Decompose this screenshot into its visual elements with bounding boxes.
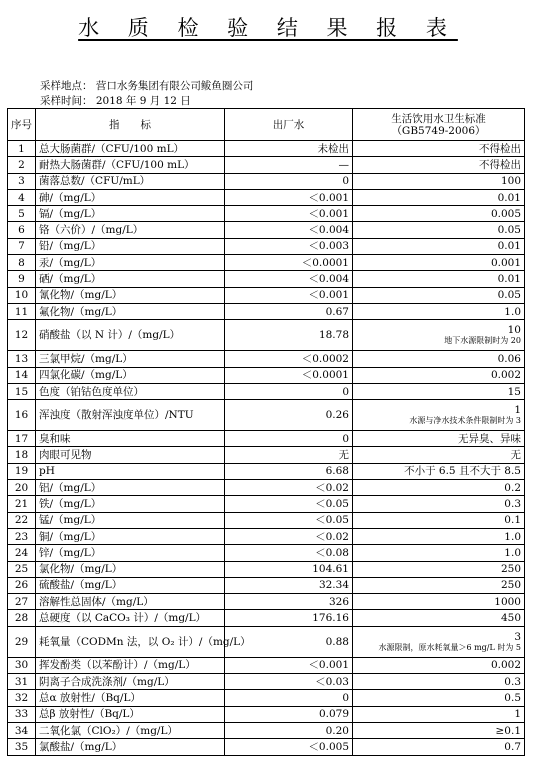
row-outlet-value: ＜0.001 <box>225 206 353 222</box>
row-standard-value <box>353 690 525 706</box>
row-outlet-value: ＜0.001 <box>225 189 353 205</box>
row-indicator: 溶解性总固体/（mg/L） <box>36 594 225 610</box>
row-standard-value <box>353 367 525 383</box>
standard-limit: 0.05 <box>497 289 521 302</box>
table-row <box>8 690 525 706</box>
row-outlet-value: 0.26 <box>225 400 353 431</box>
header-standard-line1: 生活饮用水卫生标准 <box>391 112 486 125</box>
row-seq: 32 <box>8 690 36 706</box>
standard-limit: 1000 <box>494 595 521 608</box>
table-row <box>8 383 525 399</box>
row-seq: 22 <box>8 512 36 528</box>
row-indicator: 铜/（mg/L） <box>36 528 225 544</box>
table-row <box>8 271 525 287</box>
table-row <box>8 303 525 319</box>
row-outlet-value: ＜0.004 <box>225 222 353 238</box>
header-outlet: 出厂水 <box>225 109 353 141</box>
table-row <box>8 255 525 271</box>
row-indicator: 硒/（mg/L） <box>36 271 225 287</box>
standard-limit: 0.01 <box>497 240 521 253</box>
row-standard-value <box>353 238 525 254</box>
row-standard-value <box>353 626 525 657</box>
row-indicator: 硫酸盐/（mg/L） <box>36 577 225 593</box>
row-seq: 5 <box>8 206 36 222</box>
table-row <box>8 496 525 512</box>
standard-limit: 1 <box>514 708 521 721</box>
row-seq: 13 <box>8 351 36 367</box>
row-indicator: 肉眼可见物 <box>36 447 225 463</box>
row-outlet-value: 0 <box>225 173 353 189</box>
standard-limit: 1.0 <box>504 305 521 318</box>
row-outlet-value: ＜0.05 <box>225 512 353 528</box>
sampling-time: 采样时间： 2018 年 9 月 12 日 <box>40 95 191 107</box>
row-indicator: 色度（铂钴色度单位） <box>36 383 225 399</box>
row-standard-value <box>353 383 525 399</box>
row-outlet-value: 0 <box>225 383 353 399</box>
row-indicator: 挥发酚类（以苯酚计）/（mg/L） <box>36 657 225 673</box>
row-seq: 17 <box>8 431 36 447</box>
row-seq: 26 <box>8 577 36 593</box>
table-row <box>8 400 525 431</box>
row-standard-value <box>353 657 525 673</box>
header-seq: 序号 <box>8 109 36 141</box>
row-outlet-value: 0 <box>225 690 353 706</box>
table-row <box>8 657 525 673</box>
row-standard-value <box>353 222 525 238</box>
row-seq: 24 <box>8 545 36 561</box>
row-indicator: pH <box>36 463 225 479</box>
table-row <box>8 577 525 593</box>
row-standard-value <box>353 189 525 205</box>
row-standard-value <box>353 739 525 755</box>
standard-limit: 0.001 <box>490 256 521 269</box>
standard-limit: 0.7 <box>504 740 521 753</box>
standard-limit: ≥0.1 <box>495 724 521 737</box>
row-indicator: 硝酸盐（以 N 计）/（mg/L） <box>36 320 225 351</box>
table-row <box>8 594 525 610</box>
row-standard-value <box>353 463 525 479</box>
row-standard-value <box>353 594 525 610</box>
table-row <box>8 222 525 238</box>
row-seq: 31 <box>8 674 36 690</box>
row-seq: 21 <box>8 496 36 512</box>
standard-limit: 100 <box>500 175 521 188</box>
row-standard-value <box>353 480 525 496</box>
row-standard-value <box>353 722 525 738</box>
row-standard-value <box>353 351 525 367</box>
table-row <box>8 722 525 738</box>
standard-limit: 15 <box>507 385 521 398</box>
standard-limit: 0.005 <box>490 207 521 220</box>
standard-limit: 0.01 <box>497 273 521 286</box>
row-seq: 10 <box>8 287 36 303</box>
row-outlet-value: ＜0.001 <box>225 657 353 673</box>
row-outlet-value: 32.34 <box>225 577 353 593</box>
row-indicator: 氯化物/（mg/L） <box>36 561 225 577</box>
row-seq: 23 <box>8 528 36 544</box>
table-row <box>8 739 525 755</box>
row-standard-value <box>353 447 525 463</box>
standard-note: 水源限制，原水耗氧量＞6 mg/L 时为 5 <box>378 642 521 652</box>
results-table <box>7 108 525 756</box>
row-standard-value <box>353 512 525 528</box>
report-title: 水 质 检 验 结 果 报 表 <box>78 16 458 40</box>
standard-limit: 450 <box>500 612 521 625</box>
header-standard <box>353 109 525 141</box>
table-row <box>8 674 525 690</box>
row-outlet-value: 0.67 <box>225 303 353 319</box>
row-seq: 33 <box>8 706 36 722</box>
row-seq: 35 <box>8 739 36 755</box>
row-indicator: 砷/（mg/L） <box>36 189 225 205</box>
table-row <box>8 173 525 189</box>
row-indicator: 菌落总数/（CFU/mL） <box>36 173 225 189</box>
standard-note: 水源与净水技术条件限制时为 3 <box>409 416 521 426</box>
row-outlet-value: ＜0.02 <box>225 528 353 544</box>
row-seq: 4 <box>8 189 36 205</box>
table-row <box>8 238 525 254</box>
row-seq: 18 <box>8 447 36 463</box>
row-outlet-value: ＜0.08 <box>225 545 353 561</box>
table-row <box>8 463 525 479</box>
row-indicator: 二氧化氯（ClO₂）/（mg/L） <box>36 722 225 738</box>
table-row <box>8 351 525 367</box>
row-outlet-value: 0 <box>225 431 353 447</box>
row-seq: 14 <box>8 367 36 383</box>
standard-limit: 不小于 6.5 且不大于 8.5 <box>404 465 521 478</box>
row-outlet-value: 326 <box>225 594 353 610</box>
row-standard-value <box>353 561 525 577</box>
table-row <box>8 706 525 722</box>
row-seq: 19 <box>8 463 36 479</box>
table-header-row <box>8 109 525 141</box>
row-seq: 8 <box>8 255 36 271</box>
row-indicator: 总大肠菌群/（CFU/100 mL） <box>36 141 225 157</box>
standard-limit: 0.002 <box>490 369 521 382</box>
table-row <box>8 545 525 561</box>
table-row <box>8 626 525 657</box>
row-seq: 2 <box>8 157 36 173</box>
row-indicator: 阴离子合成洗涤剂/（mg/L） <box>36 674 225 690</box>
standard-note: 地下水源限制时为 20 <box>444 336 521 346</box>
row-seq: 3 <box>8 173 36 189</box>
standard-limit: 无异臭、异味 <box>458 432 521 445</box>
row-standard-value <box>353 320 525 351</box>
row-indicator: 臭和味 <box>36 431 225 447</box>
standard-limit: 0.1 <box>504 514 521 527</box>
header-standard-line2: （GB5749-2006） <box>391 124 486 137</box>
row-standard-value <box>353 287 525 303</box>
row-outlet-value: 18.78 <box>225 320 353 351</box>
table-row <box>8 320 525 351</box>
row-indicator: 耐热大肠菌群/（CFU/100 mL） <box>36 157 225 173</box>
row-outlet-value: ＜0.004 <box>225 271 353 287</box>
row-outlet-value: ＜0.001 <box>225 287 353 303</box>
row-indicator: 氯酸盐/（mg/L） <box>36 739 225 755</box>
row-indicator: 锌/（mg/L） <box>36 545 225 561</box>
standard-limit: 0.5 <box>504 691 521 704</box>
row-outlet-value: 未检出 <box>225 141 353 157</box>
row-outlet-value: 104.61 <box>225 561 353 577</box>
row-outlet-value: 0.079 <box>225 706 353 722</box>
row-outlet-value: 0.88 <box>225 626 353 657</box>
standard-limit: 无 <box>510 449 521 462</box>
table-row <box>8 528 525 544</box>
standard-limit: 0.002 <box>490 659 521 672</box>
standard-limit: 不得检出 <box>479 142 521 155</box>
row-indicator: 四氯化碳/（mg/L） <box>36 367 225 383</box>
standard-limit: 不得检出 <box>479 158 521 171</box>
row-indicator: 氟化物/（mg/L） <box>36 303 225 319</box>
row-seq: 1 <box>8 141 36 157</box>
standard-limit: 1.0 <box>504 546 521 559</box>
row-indicator: 总硬度（以 CaCO₃ 计）/（mg/L） <box>36 610 225 626</box>
row-outlet-value: ＜0.0002 <box>225 351 353 367</box>
row-standard-value <box>353 545 525 561</box>
standard-limit: 1 <box>514 404 521 417</box>
row-seq: 12 <box>8 320 36 351</box>
row-indicator: 耗氧量（CODMn 法，以 O₂ 计）/（mg/L） <box>36 626 225 657</box>
row-standard-value <box>353 706 525 722</box>
row-indicator: 锰/（mg/L） <box>36 512 225 528</box>
row-seq: 28 <box>8 610 36 626</box>
row-outlet-value: ＜0.05 <box>225 496 353 512</box>
row-standard-value <box>353 528 525 544</box>
row-seq: 27 <box>8 594 36 610</box>
row-standard-value <box>353 157 525 173</box>
row-seq: 34 <box>8 722 36 738</box>
row-seq: 29 <box>8 626 36 657</box>
standard-limit: 0.2 <box>504 481 521 494</box>
standard-limit: 0.3 <box>504 497 521 510</box>
standard-limit: 10 <box>507 324 521 337</box>
table-row <box>8 189 525 205</box>
row-seq: 11 <box>8 303 36 319</box>
row-standard-value <box>353 303 525 319</box>
standard-limit: 0.05 <box>497 224 521 237</box>
table-row <box>8 447 525 463</box>
row-standard-value <box>353 400 525 431</box>
standard-limit: 0.06 <box>497 352 521 365</box>
row-seq: 30 <box>8 657 36 673</box>
row-outlet-value: 176.16 <box>225 610 353 626</box>
row-indicator: 浑浊度（散射浑浊度单位）/NTU <box>36 400 225 431</box>
row-indicator: 铅/（mg/L） <box>36 238 225 254</box>
table-row <box>8 561 525 577</box>
header-indicator: 指 标 <box>36 109 225 141</box>
sampling-location: 采样地点： 营口水务集团有限公司鲅鱼圈公司 <box>40 80 254 92</box>
row-seq: 6 <box>8 222 36 238</box>
row-seq: 7 <box>8 238 36 254</box>
row-indicator: 总α 放射性/（Bq/L） <box>36 690 225 706</box>
row-indicator: 铁/（mg/L） <box>36 496 225 512</box>
row-outlet-value: 6.68 <box>225 463 353 479</box>
row-outlet-value: ＜0.005 <box>225 739 353 755</box>
table-row <box>8 431 525 447</box>
row-outlet-value: — <box>225 157 353 173</box>
standard-limit: 0.3 <box>504 675 521 688</box>
row-standard-value <box>353 255 525 271</box>
row-indicator: 氰化物/（mg/L） <box>36 287 225 303</box>
row-standard-value <box>353 496 525 512</box>
table-row <box>8 367 525 383</box>
row-seq: 15 <box>8 383 36 399</box>
row-standard-value <box>353 206 525 222</box>
table-row <box>8 610 525 626</box>
row-indicator: 铝/（mg/L） <box>36 480 225 496</box>
row-indicator: 三氯甲烷/（mg/L） <box>36 351 225 367</box>
row-standard-value <box>353 271 525 287</box>
standard-limit: 0.01 <box>497 191 521 204</box>
table-row <box>8 157 525 173</box>
row-indicator: 汞/（mg/L） <box>36 255 225 271</box>
row-seq: 9 <box>8 271 36 287</box>
row-outlet-value: 0.20 <box>225 722 353 738</box>
row-standard-value <box>353 141 525 157</box>
table-row <box>8 512 525 528</box>
row-seq: 25 <box>8 561 36 577</box>
standard-limit: 250 <box>500 563 521 576</box>
row-standard-value <box>353 173 525 189</box>
row-outlet-value: ＜0.02 <box>225 480 353 496</box>
row-standard-value <box>353 431 525 447</box>
row-outlet-value: ＜0.003 <box>225 238 353 254</box>
row-standard-value <box>353 577 525 593</box>
row-indicator: 铬（六价）/（mg/L） <box>36 222 225 238</box>
table-row <box>8 480 525 496</box>
table-row <box>8 287 525 303</box>
row-outlet-value: 无 <box>225 447 353 463</box>
row-standard-value <box>353 674 525 690</box>
table-row <box>8 141 525 157</box>
row-outlet-value: ＜0.0001 <box>225 367 353 383</box>
standard-limit: 250 <box>500 579 521 592</box>
row-seq: 20 <box>8 480 36 496</box>
row-indicator: 总β 放射性/（Bq/L） <box>36 706 225 722</box>
table-body <box>8 141 525 756</box>
row-standard-value <box>353 610 525 626</box>
standard-limit: 1.0 <box>504 530 521 543</box>
row-indicator: 镉/（mg/L） <box>36 206 225 222</box>
row-seq: 16 <box>8 400 36 431</box>
standard-limit: 3 <box>514 630 521 643</box>
row-outlet-value: ＜0.03 <box>225 674 353 690</box>
row-outlet-value: ＜0.0001 <box>225 255 353 271</box>
table-row <box>8 206 525 222</box>
